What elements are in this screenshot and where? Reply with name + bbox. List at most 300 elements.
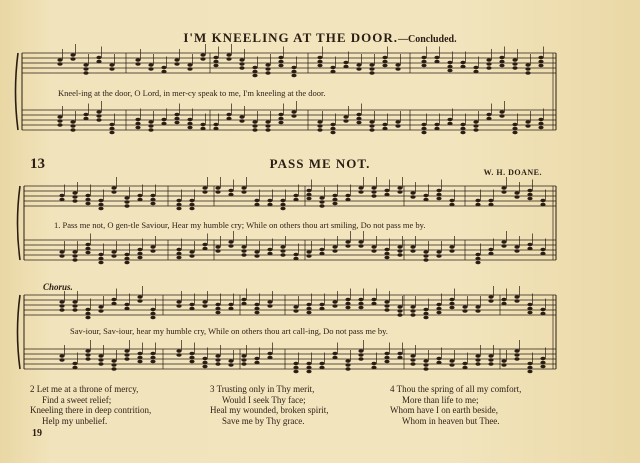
note-head: [98, 305, 103, 309]
note-head: [202, 304, 207, 308]
note-head: [421, 127, 426, 131]
note-head: [512, 127, 517, 131]
note-head: [96, 114, 101, 118]
note-head: [410, 309, 415, 313]
note-head: [330, 131, 335, 135]
note-head: [57, 62, 62, 66]
note-head: [291, 74, 296, 78]
note-head: [267, 203, 272, 207]
note-head: [189, 303, 194, 307]
note-head: [135, 58, 140, 62]
note-head: [436, 303, 441, 307]
note-head: [135, 118, 140, 122]
note-head: [473, 128, 478, 132]
note-head: [449, 302, 454, 306]
note-head: [124, 303, 129, 307]
note-head: [228, 307, 233, 311]
note-head: [148, 120, 153, 124]
note-head: [148, 124, 153, 128]
note-head: [475, 309, 480, 313]
note-head: [98, 257, 103, 261]
note-head: [382, 56, 387, 60]
note-head: [137, 248, 142, 252]
note-head: [215, 362, 220, 366]
note-head: [356, 113, 361, 117]
note-head: [345, 244, 350, 248]
note-head: [200, 57, 205, 61]
note-head: [59, 354, 64, 358]
note-head: [124, 257, 129, 261]
note-head: [488, 295, 493, 299]
note-head: [202, 243, 207, 247]
note-head: [57, 123, 62, 127]
note-head: [96, 110, 101, 114]
note-head: [176, 203, 181, 207]
note-head: [512, 123, 517, 127]
note-head: [72, 362, 77, 366]
note-head: [293, 370, 298, 374]
note-head: [111, 359, 116, 363]
note-head: [397, 305, 402, 309]
note-head: [213, 60, 218, 64]
note-head: [356, 117, 361, 121]
note-head: [293, 309, 298, 313]
note-head: [150, 245, 155, 249]
note-head: [475, 203, 480, 207]
note-head: [306, 254, 311, 258]
note-head: [280, 245, 285, 249]
note-head: [187, 122, 192, 126]
note-head: [254, 307, 259, 311]
note-head: [421, 123, 426, 127]
note-head: [213, 123, 218, 127]
note-head: [397, 249, 402, 253]
note-head: [330, 123, 335, 127]
note-head: [332, 202, 337, 206]
note-head: [371, 245, 376, 249]
note-head: [124, 253, 129, 257]
note-head: [527, 370, 532, 374]
note-head: [499, 64, 504, 68]
note-head: [241, 253, 246, 257]
note-head: [293, 362, 298, 366]
note-head: [527, 362, 532, 366]
note-head: [135, 62, 140, 66]
note-head: [176, 304, 181, 308]
note-head: [137, 252, 142, 256]
note-head: [540, 199, 545, 203]
note-head: [59, 250, 64, 254]
note-head: [332, 300, 337, 304]
verse-line: Whom have I on earth beside,: [390, 405, 498, 415]
note-head: [460, 127, 465, 131]
note-head: [527, 247, 532, 251]
note-head: [241, 190, 246, 194]
note-head: [319, 307, 324, 311]
note-head: [306, 193, 311, 197]
note-head: [111, 367, 116, 371]
note-head: [150, 194, 155, 198]
note-head: [228, 303, 233, 307]
note-head: [176, 256, 181, 260]
note-head: [488, 252, 493, 256]
note-head: [306, 370, 311, 374]
note-head: [280, 199, 285, 203]
note-head: [124, 307, 129, 311]
note-head: [332, 194, 337, 198]
note-head: [384, 193, 389, 197]
note-head: [278, 56, 283, 60]
note-head: [488, 299, 493, 303]
note-head: [202, 361, 207, 365]
note-head: [317, 120, 322, 124]
note-head: [317, 56, 322, 60]
note-head: [161, 118, 166, 122]
note-head: [397, 309, 402, 313]
note-head: [540, 365, 545, 369]
note-head: [475, 354, 480, 358]
note-head: [254, 199, 259, 203]
note-head: [85, 312, 90, 316]
note-head: [473, 124, 478, 128]
note-head: [137, 352, 142, 356]
note-head: [462, 305, 467, 309]
note-head: [202, 186, 207, 190]
note-head: [241, 298, 246, 302]
note-head: [486, 66, 491, 70]
note-head: [345, 302, 350, 306]
note-head: [384, 356, 389, 360]
note-head: [228, 363, 233, 367]
note-head: [538, 56, 543, 60]
note-head: [202, 357, 207, 361]
note-head: [317, 124, 322, 128]
note-head: [150, 202, 155, 206]
note-head: [423, 367, 428, 371]
note-head: [382, 64, 387, 68]
note-head: [176, 199, 181, 203]
note-head: [98, 199, 103, 203]
note-head: [293, 366, 298, 370]
note-head: [501, 298, 506, 302]
note-head: [59, 254, 64, 258]
note-head: [109, 63, 114, 67]
page-number: 19: [32, 428, 42, 439]
composer-credit: W. H. DOANE.: [483, 168, 542, 177]
note-head: [176, 207, 181, 211]
note-head: [527, 197, 532, 201]
note-head: [187, 67, 192, 71]
note-head: [59, 308, 64, 312]
note-head: [200, 127, 205, 131]
note-head: [239, 115, 244, 119]
note-head: [59, 304, 64, 308]
note-head: [161, 66, 166, 70]
note-head: [345, 240, 350, 244]
note-head: [72, 191, 77, 195]
note-head: [72, 250, 77, 254]
note-head: [371, 186, 376, 190]
note-head: [447, 69, 452, 73]
note-head: [436, 254, 441, 258]
note-head: [267, 199, 272, 203]
note-head: [215, 311, 220, 315]
note-head: [540, 308, 545, 312]
note-head: [436, 193, 441, 197]
note-head: [436, 307, 441, 311]
note-head: [213, 127, 218, 131]
note-head: [202, 300, 207, 304]
note-head: [200, 53, 205, 57]
note-head: [70, 124, 75, 128]
note-head: [267, 248, 272, 252]
note-head: [460, 123, 465, 127]
note-head: [72, 304, 77, 308]
note-head: [449, 203, 454, 207]
note-head: [202, 190, 207, 194]
note-head: [460, 61, 465, 65]
note-head: [449, 306, 454, 310]
note-head: [514, 191, 519, 195]
note-head: [356, 63, 361, 67]
note-head: [447, 118, 452, 122]
note-head: [475, 305, 480, 309]
note-head: [382, 60, 387, 64]
note-head: [488, 358, 493, 362]
note-head: [460, 131, 465, 135]
note-head: [150, 198, 155, 202]
note-head: [137, 356, 142, 360]
note-head: [527, 307, 532, 311]
note-head: [111, 363, 116, 367]
note-head: [514, 357, 519, 361]
note-head: [176, 349, 181, 353]
note-head: [85, 316, 90, 320]
note-head: [252, 66, 257, 70]
note-head: [226, 113, 231, 117]
note-head: [345, 298, 350, 302]
note-head: [85, 308, 90, 312]
note-head: [540, 361, 545, 365]
note-head: [189, 203, 194, 207]
note-head: [473, 66, 478, 70]
note-head: [215, 307, 220, 311]
lyrics-system-3: Sav-iour, Sav-iour, hear my humble cry, While on others thou art call-ing, Do not pass me by.: [70, 326, 388, 336]
note-head: [150, 308, 155, 312]
note-head: [83, 113, 88, 117]
note-head: [150, 360, 155, 364]
note-head: [501, 302, 506, 306]
note-head: [384, 304, 389, 308]
note-head: [85, 353, 90, 357]
note-head: [525, 71, 530, 75]
note-head: [83, 67, 88, 71]
verse-2: [30, 384, 151, 426]
note-head: [72, 254, 77, 258]
note-head: [111, 298, 116, 302]
note-head: [291, 66, 296, 70]
note-head: [488, 248, 493, 252]
verse-line: Help my unbelief.: [42, 415, 108, 426]
title-top-main: I'M KNEELING AT THE DOOR.: [183, 30, 398, 45]
note-head: [330, 127, 335, 131]
note-head: [98, 203, 103, 207]
note-head: [447, 122, 452, 126]
note-head: [85, 243, 90, 247]
note-head: [85, 357, 90, 361]
note-head: [98, 354, 103, 358]
note-head: [85, 251, 90, 255]
note-head: [265, 67, 270, 71]
note-head: [252, 70, 257, 74]
note-head: [176, 300, 181, 304]
note-head: [189, 207, 194, 211]
note-head: [252, 120, 257, 124]
note-head: [540, 357, 545, 361]
system-brace: [18, 295, 21, 369]
note-head: [278, 60, 283, 64]
note-head: [189, 360, 194, 364]
note-head: [332, 249, 337, 253]
note-head: [540, 203, 545, 207]
note-head: [109, 131, 114, 135]
note-head: [395, 67, 400, 71]
note-head: [397, 253, 402, 257]
note-head: [213, 64, 218, 68]
note-head: [514, 245, 519, 249]
note-head: [150, 249, 155, 253]
note-head: [358, 353, 363, 357]
note-head: [57, 58, 62, 62]
verse-4: [390, 384, 521, 426]
note-head: [397, 356, 402, 360]
system-brace: [16, 53, 19, 130]
note-head: [475, 358, 480, 362]
note-head: [369, 63, 374, 67]
note-head: [150, 352, 155, 356]
note-head: [514, 195, 519, 199]
note-head: [252, 128, 257, 132]
note-head: [111, 190, 116, 194]
note-head: [475, 362, 480, 366]
note-head: [174, 58, 179, 62]
verse-line: Heal my wounded, broken spirit,: [210, 405, 329, 415]
note-head: [150, 312, 155, 316]
note-head: [371, 366, 376, 370]
note-head: [423, 250, 428, 254]
note-head: [241, 302, 246, 306]
note-head: [525, 63, 530, 67]
note-head: [410, 249, 415, 253]
note-head: [187, 126, 192, 130]
note-head: [59, 300, 64, 304]
note-head: [421, 131, 426, 135]
note-head: [384, 308, 389, 312]
note-head: [538, 60, 543, 64]
note-head: [70, 120, 75, 124]
note-head: [265, 120, 270, 124]
note-head: [124, 349, 129, 353]
note-head: [397, 186, 402, 190]
note-head: [265, 128, 270, 132]
note-head: [540, 248, 545, 252]
note-head: [174, 113, 179, 117]
note-head: [436, 250, 441, 254]
note-head: [358, 298, 363, 302]
note-head: [410, 245, 415, 249]
note-head: [252, 74, 257, 78]
note-head: [189, 352, 194, 356]
verse-line: 4 Thou the spring of all my comfort,: [390, 384, 522, 394]
note-head: [447, 61, 452, 65]
note-head: [423, 258, 428, 262]
note-head: [449, 249, 454, 253]
note-head: [98, 309, 103, 313]
note-head: [527, 303, 532, 307]
note-head: [137, 194, 142, 198]
note-head: [267, 304, 272, 308]
note-head: [293, 257, 298, 261]
note-head: [96, 60, 101, 64]
note-head: [356, 121, 361, 125]
note-head: [397, 190, 402, 194]
note-head: [449, 245, 454, 249]
note-head: [124, 261, 129, 265]
note-head: [358, 357, 363, 361]
note-head: [124, 196, 129, 200]
note-head: [306, 189, 311, 193]
note-head: [137, 256, 142, 260]
note-head: [410, 362, 415, 366]
note-head: [148, 63, 153, 67]
note-head: [215, 303, 220, 307]
note-head: [254, 203, 259, 207]
note-head: [96, 118, 101, 122]
note-head: [371, 298, 376, 302]
note-head: [72, 195, 77, 199]
note-head: [280, 249, 285, 253]
note-head: [369, 120, 374, 124]
note-head: [371, 194, 376, 198]
note-head: [488, 199, 493, 203]
note-head: [501, 244, 506, 248]
note-head: [525, 67, 530, 71]
note-head: [436, 357, 441, 361]
note-head: [280, 253, 285, 257]
note-head: [514, 353, 519, 357]
note-head: [111, 302, 116, 306]
note-head: [395, 124, 400, 128]
note-head: [241, 245, 246, 249]
note-head: [475, 199, 480, 203]
note-head: [72, 258, 77, 262]
note-head: [486, 113, 491, 117]
note-head: [265, 63, 270, 67]
note-head: [358, 240, 363, 244]
note-head: [83, 63, 88, 67]
note-head: [241, 186, 246, 190]
note-head: [423, 194, 428, 198]
note-head: [486, 117, 491, 121]
note-head: [384, 256, 389, 260]
note-head: [343, 115, 348, 119]
note-head: [397, 245, 402, 249]
note-head: [358, 306, 363, 310]
note-head: [109, 127, 114, 131]
note-head: [410, 313, 415, 317]
note-head: [423, 359, 428, 363]
title-top-suffix: —Concluded.: [398, 34, 457, 45]
